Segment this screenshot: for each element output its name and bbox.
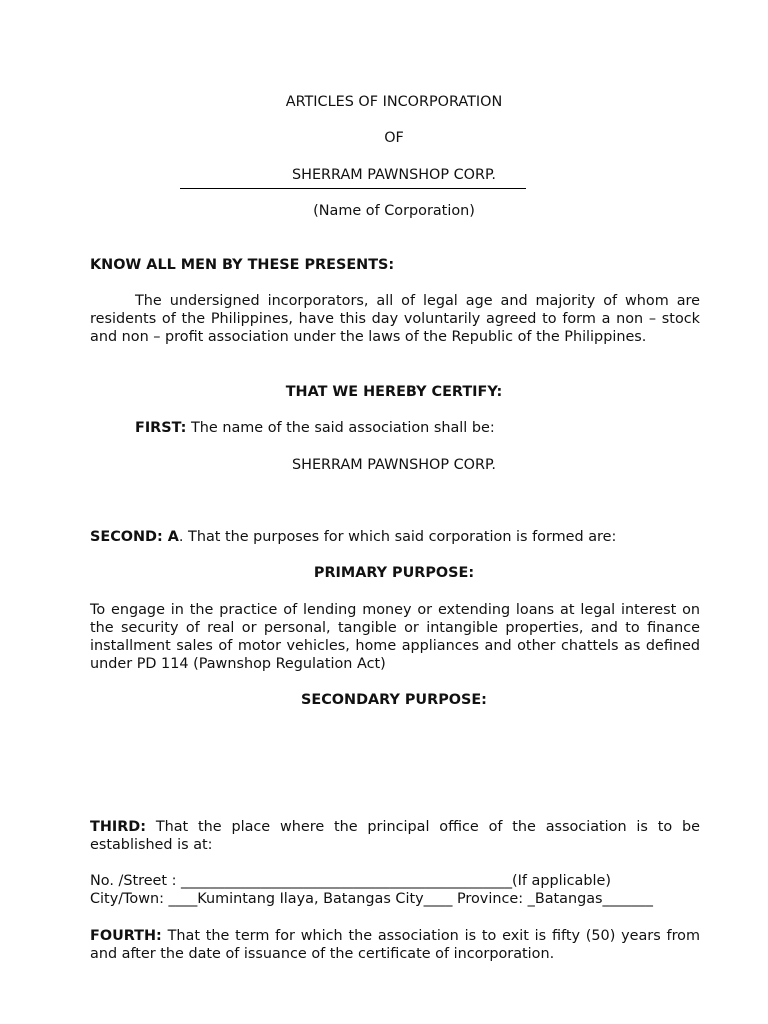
third-label: THIRD: (90, 819, 146, 835)
province-value: _Batangas_______ (527, 891, 653, 907)
corporation-name-caption: (Name of Corporation) (313, 203, 475, 219)
first-text: The name of the said association shall be: (186, 420, 495, 436)
second-label: SECOND: A (90, 529, 179, 545)
province-label: Province: (452, 891, 528, 907)
street-line (90, 872, 700, 890)
third-text: That the place where the principal office of the association is to be established is at: (90, 819, 700, 853)
secondary-purpose-heading: SECONDARY PURPOSE: (301, 692, 487, 708)
primary-purpose-heading: PRIMARY PURPOSE: (313, 565, 475, 581)
first-association-name: SHERRAM PAWNSHOP CORP. (291, 457, 497, 473)
first-article (135, 419, 700, 437)
corporation-name: SHERRAM PAWNSHOP CORP. (291, 167, 497, 183)
primary-purpose-text: To engage in the practice of lending money or extending loans at legal interest on the security of real or personal, tangible or intangible properties, and to finance installment sales of motor vehicles, home appliances and other chattels as defined under PD 114 (Pawnshop Regulation Act) (90, 602, 700, 672)
first-label: FIRST: (135, 420, 187, 436)
city-province-line (90, 890, 700, 908)
corporation-name-underline (180, 188, 526, 189)
title-of: OF (384, 130, 404, 146)
fourth-text: That the term for which the association is to exit is fifty (50) years from and after the date of issuance of the certificate of incorporation. (90, 928, 700, 962)
document-title: ARTICLES OF INCORPORATION (285, 94, 503, 110)
street-label: No. /Street : (90, 873, 182, 889)
certify-heading: THAT WE HEREBY CERTIFY: (285, 384, 503, 400)
fourth-article (90, 927, 700, 963)
city-label: City/Town: (90, 891, 169, 907)
second-article (90, 528, 700, 546)
fourth-label: FOURTH: (90, 928, 162, 944)
city-value: ____Kumintang Ilaya, Batangas City____ (168, 891, 453, 907)
street-note: (If applicable) (512, 873, 611, 889)
intro-heading: KNOW ALL MEN BY THESE PRESENTS: (90, 257, 395, 273)
third-article (90, 818, 700, 854)
intro-paragraph: The undersigned incorporators, all of legal age and majority of whom are residents of the Philippines, have this day voluntarily agreed to form a non – stock and non – profit association under the laws of the Republic of the Philippines. (90, 293, 700, 345)
second-text: . That the purposes for which said corporation is formed are: (178, 529, 617, 545)
street-value: ______________________________________________ (181, 873, 513, 889)
